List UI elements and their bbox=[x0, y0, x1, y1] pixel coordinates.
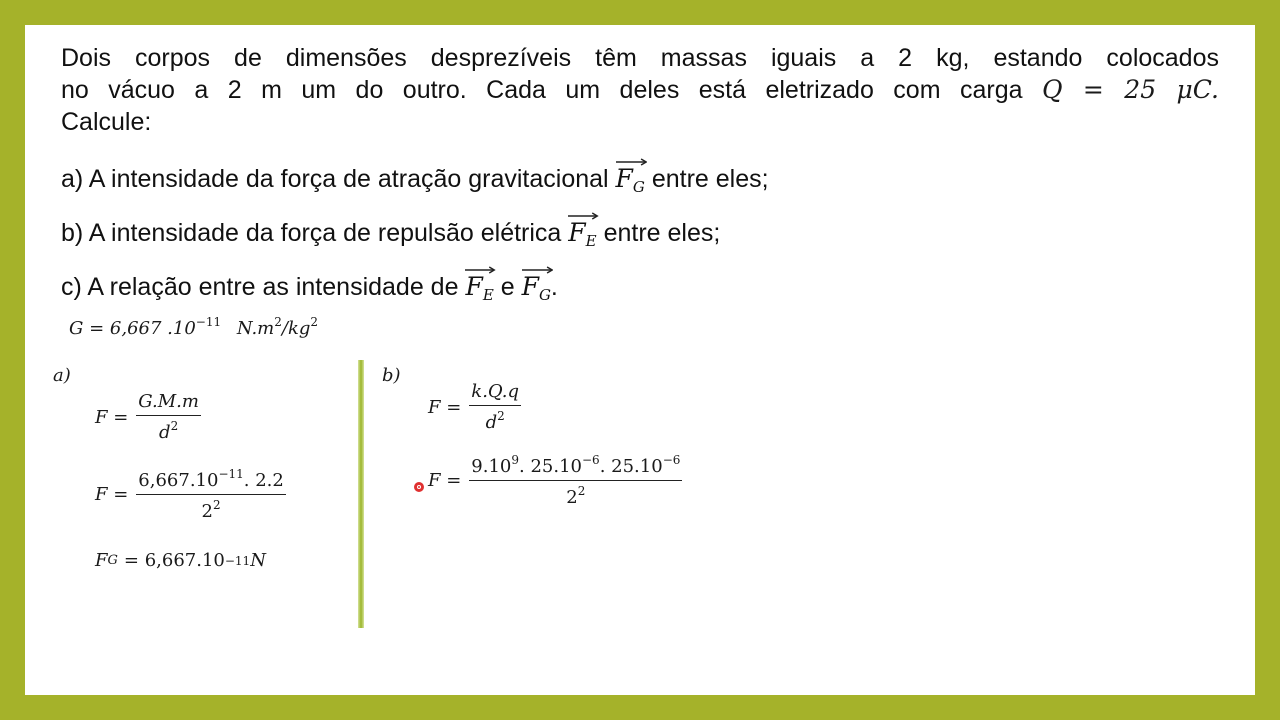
solution-a-substitution: F = $\frac{6,667.10^{-11}. 2.2}{2^2}$ bbox=[95, 467, 284, 522]
charge-value: Q = 25 μC. bbox=[1041, 75, 1219, 104]
solution-a-label: a) bbox=[53, 365, 71, 386]
problem-line-2-text: no vácuo a 2 m um do outro. Cada um deles está eletrizado com carga bbox=[61, 76, 1023, 104]
question-a-tail: entre eles; bbox=[651, 165, 769, 193]
question-a-text: a) A intensidade da força de atração gravitacional bbox=[61, 165, 609, 193]
vector-arrow-icon bbox=[568, 212, 598, 220]
solution-b-formula: F = $\frac{k.Q.q}{d^2}$ bbox=[428, 381, 520, 433]
slide-canvas bbox=[25, 25, 1255, 695]
solution-b-substitution: F = $\frac{9.10^9. 25.10^{-6}. 25.10^{-6}}{2^2}$ bbox=[428, 453, 681, 508]
vector-fg-ratio: $F_G$ bbox=[522, 268, 551, 304]
problem-line-2 bbox=[61, 74, 1219, 106]
problem-line-3: Calcule: bbox=[61, 108, 152, 136]
vector-arrow-icon bbox=[616, 158, 647, 166]
laser-pointer-icon bbox=[414, 482, 424, 492]
solution-divider bbox=[358, 360, 364, 628]
problem-line-1: Dois corpos de dimensões desprezíveis têm massas iguais a 2 kg, estando colocados bbox=[61, 44, 1219, 72]
vector-arrow-icon bbox=[465, 266, 495, 274]
question-a bbox=[61, 160, 769, 196]
question-b-tail: entre eles; bbox=[603, 219, 721, 247]
question-c: c) A relação entre as intensidade de $F_E$ e $F_G$. bbox=[61, 268, 558, 304]
question-c-text: c) A relação entre as intensidade de bbox=[61, 273, 459, 301]
solution-a-formula: F = $\frac{G.M.m}{d^2}$ bbox=[95, 391, 199, 443]
question-b-text: b) A intensidade da força de repulsão elétrica bbox=[61, 219, 562, 247]
problem-statement bbox=[61, 42, 1219, 138]
question-c-and: e bbox=[500, 273, 515, 301]
solution-b-label: b) bbox=[382, 365, 401, 386]
solution-a-result: F G = 6,667.10 −11 N bbox=[95, 550, 266, 571]
vector-arrow-icon bbox=[522, 266, 553, 274]
vector-fe: $F_E$ bbox=[568, 214, 596, 250]
vector-fe-ratio: $F_E$ bbox=[465, 268, 493, 304]
question-b bbox=[61, 214, 720, 250]
gravitational-constant: G = 6,667 $.10^{-11}$ $N.m^2/kg^2$ bbox=[69, 315, 319, 339]
vector-fg: $F_G$ bbox=[616, 160, 645, 196]
